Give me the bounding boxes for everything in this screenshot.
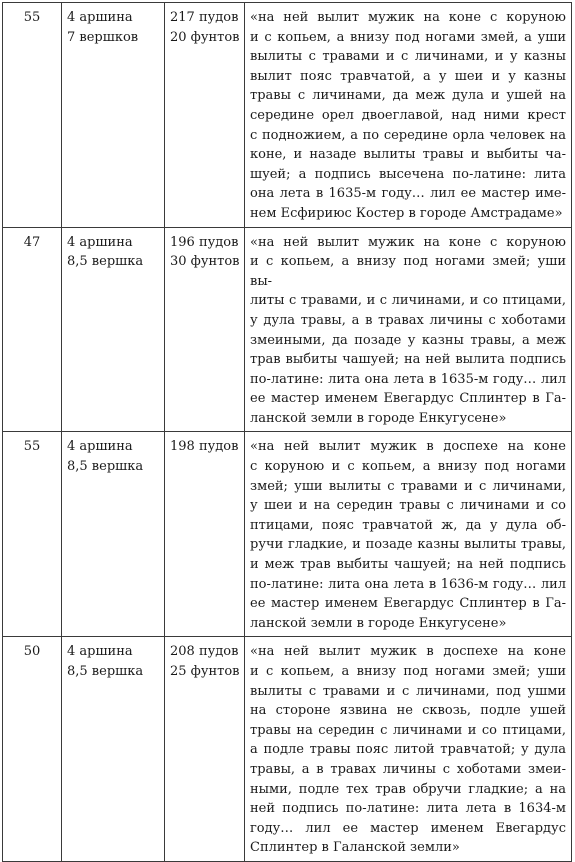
cannon-number-cell bbox=[3, 637, 62, 862]
description-line: травы на середин с личинами и со птицами, bbox=[250, 722, 566, 738]
table-row bbox=[3, 227, 572, 432]
description-line: травы с личинами, да меж дула и ушей на bbox=[250, 88, 566, 104]
cannon-description-cell bbox=[245, 637, 572, 862]
cannon-description-cell bbox=[245, 432, 572, 637]
description-line: и с копьем, а внизу под ногами змей; уши вы- bbox=[250, 254, 566, 289]
description-line: а подле травы пояс литой травчатой; у дула bbox=[250, 742, 566, 758]
table-body bbox=[3, 3, 572, 862]
cannon-number: 50 bbox=[23, 644, 41, 660]
description-line: «на ней вылит мужик в доспехе на коне bbox=[250, 439, 566, 455]
description-line: коне, и назаде вылиты травы и выбиты ча- bbox=[250, 147, 566, 163]
description-line: змей; уши вылиты с травами и с личинами, bbox=[250, 478, 566, 494]
description-line: нем Есфириюс Костер в городе Амстрадаме» bbox=[250, 205, 563, 221]
description-line: Сплинтер в Галанской земли» bbox=[250, 840, 460, 856]
cannon-description-cell bbox=[245, 3, 572, 228]
description-line: «на ней вылит мужик на коне с коруною bbox=[250, 10, 566, 25]
cannon-number-cell bbox=[3, 432, 62, 637]
length-line: 4 аршина bbox=[67, 644, 133, 660]
description-line: ней подпись по-латине: лита лета в 1634-м bbox=[250, 801, 566, 817]
description-line: году… лил ее мастер именем Евегардус bbox=[250, 820, 566, 836]
description-line: травы, а в травах личины с хоботами змеи- bbox=[250, 761, 566, 777]
table-row bbox=[3, 432, 572, 637]
description-line: вылиты с травами и с личинами, и у казны bbox=[250, 49, 566, 65]
description-line: и меж трав выбиты чашуей; на ней подпись bbox=[250, 557, 566, 573]
length-line: 7 вершков bbox=[67, 29, 139, 45]
cannon-number: 47 bbox=[23, 234, 41, 250]
cannon-description-cell bbox=[245, 227, 572, 432]
cannon-length-cell bbox=[62, 432, 165, 637]
description-line: ее мастер именем Евегардус Сплинтер в Га- bbox=[250, 391, 566, 407]
description-line: вылиты с травами и с личинами, под ушми bbox=[250, 683, 566, 699]
cannon-weight-cell bbox=[165, 432, 245, 637]
table-row bbox=[3, 637, 572, 862]
description-line: «на ней вылит мужик в доспехе на коне bbox=[250, 644, 566, 660]
weight-line: 198 пудов bbox=[170, 439, 239, 455]
weight-line: 196 пудов bbox=[170, 234, 239, 250]
description-line: ручи гладкие, и позаде казны вылиты травы, bbox=[250, 537, 566, 553]
description-line: у дула травы, а в травах личины с хоботами bbox=[250, 312, 566, 328]
description-line: «на ней вылит мужик на коне с коруною bbox=[250, 234, 566, 250]
description-line: трав выбиты чашуей; на ней вылита подпись bbox=[250, 352, 566, 368]
description-line: она лета в 1635-м году… лил ее мастер име- bbox=[250, 186, 566, 202]
cannon-number: 55 bbox=[23, 439, 41, 455]
length-line: 8,5 вершка bbox=[67, 664, 144, 679]
cannon-inventory-table bbox=[2, 2, 572, 862]
table-row bbox=[3, 3, 572, 228]
description-line: змеиными, да позаде у казны травы, а меж bbox=[250, 332, 566, 348]
length-line: 4 аршина bbox=[67, 234, 133, 250]
description-line: ланской земли в городе Енкугусене» bbox=[250, 410, 507, 426]
weight-line: 208 пудов bbox=[170, 644, 239, 660]
description-line: и с копьем, а внизу под ногами змей, а уши bbox=[250, 29, 566, 45]
description-line: с подножием, а по середине орла человек на bbox=[250, 127, 566, 143]
description-line: по-латине: лита она лета в 1636-м году… лил bbox=[250, 576, 566, 592]
description-line: ланской земли в городе Енкугусене» bbox=[250, 615, 507, 631]
cannon-length-cell bbox=[62, 637, 165, 862]
cannon-length-cell bbox=[62, 227, 165, 432]
description-line: литы с травами, и с личинами, и со птицами, bbox=[250, 293, 566, 309]
description-line: шуей; а подпись высечена по-латине: лита bbox=[250, 166, 566, 182]
length-line: 8,5 вершка bbox=[67, 459, 144, 475]
cannon-length-cell bbox=[62, 3, 165, 228]
description-line: вылит пояс травчатой, а у шеи и у казны bbox=[250, 68, 566, 84]
description-line: у шеи и на середин травы с личинами и со bbox=[250, 498, 566, 514]
weight-line: 25 фунтов bbox=[170, 664, 240, 679]
description-line: по-латине: лита она лета в 1635-м году… лил bbox=[250, 371, 566, 387]
description-line: ными, подле тех трав обручи гладкие; а на bbox=[250, 781, 566, 797]
cannon-weight-cell bbox=[165, 227, 245, 432]
description-line: и с копьем, а внизу под ногами змей; уши bbox=[250, 664, 566, 679]
description-line: с коруною и с копьем, а внизу под ногами bbox=[250, 459, 566, 475]
description-line: птицами, пояс травчатой ж, да у дула об- bbox=[250, 517, 566, 533]
length-line: 4 аршина bbox=[67, 10, 133, 25]
cannon-number: 55 bbox=[23, 10, 41, 25]
cannon-number-cell bbox=[3, 227, 62, 432]
cannon-number-cell bbox=[3, 3, 62, 228]
weight-line: 30 фунтов bbox=[170, 254, 240, 270]
description-line: ее мастер именем Евегардус Сплинтер в Га- bbox=[250, 596, 566, 612]
cannon-weight-cell bbox=[165, 3, 245, 228]
description-line: на стороне язвина не сквозь, подле ушей bbox=[250, 703, 566, 719]
length-line: 4 аршина bbox=[67, 439, 133, 455]
weight-line: 217 пудов bbox=[170, 10, 239, 25]
weight-line: 20 фунтов bbox=[170, 29, 240, 45]
description-line: середине орел двоеглавой, над ними крест bbox=[250, 107, 566, 123]
length-line: 8,5 вершка bbox=[67, 254, 144, 270]
cannon-weight-cell bbox=[165, 637, 245, 862]
